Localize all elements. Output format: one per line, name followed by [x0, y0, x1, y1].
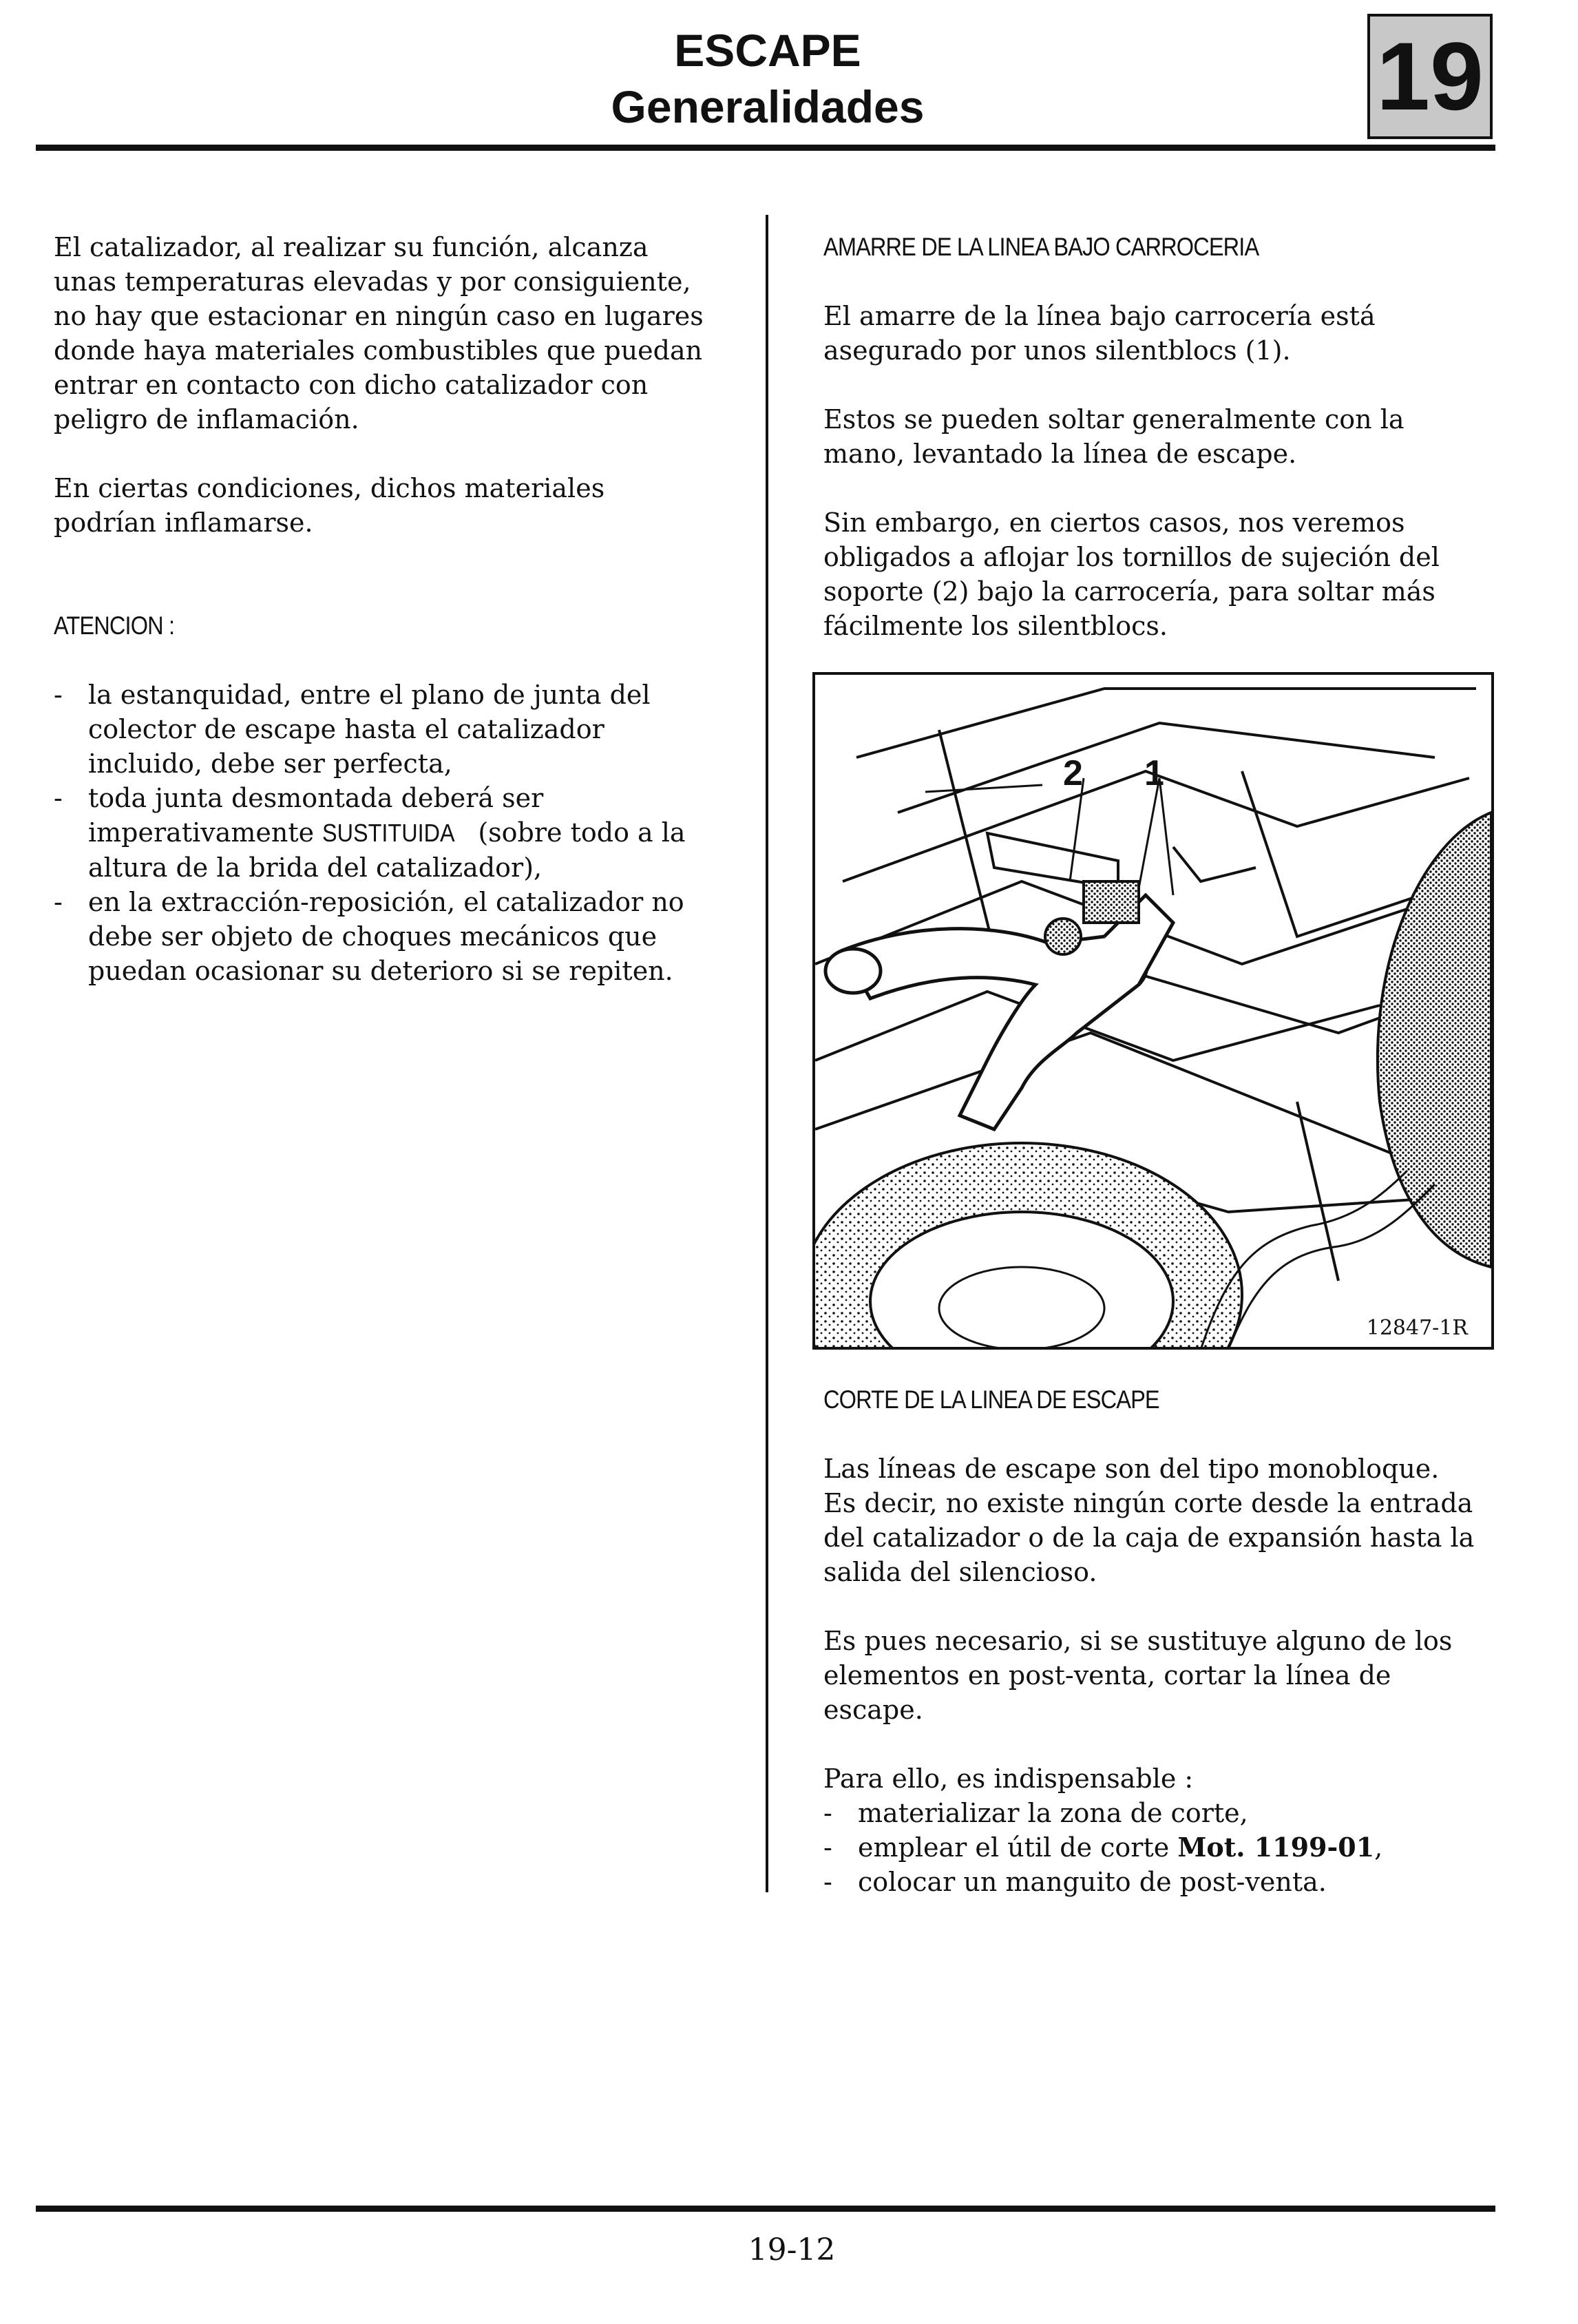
chapter-number-box: 19	[1367, 14, 1493, 139]
conditions-paragraph: En ciertas condiciones, dichos materiales podrían inflamarse.	[54, 473, 605, 538]
spare-wheel	[815, 1143, 1242, 1347]
cutting-step: - materializar la zona de corte,	[823, 1798, 1248, 1828]
mounting-paragraph-2: Estos se pueden soltar generalmente con la mano, levantado la línea de escape.	[823, 404, 1405, 469]
header-rule	[36, 145, 1495, 151]
exhaust-mounting-illustration	[812, 672, 1494, 1350]
cutting-step: - emplear el útil de corte Mot. 1199-01,	[823, 1832, 1383, 1863]
emphasis-word: SUSTITUIDA	[322, 819, 455, 847]
mounting-paragraph-1: El amarre de la línea bajo carrocería está asegurado por unos silentblocs (1).	[823, 301, 1376, 366]
right-column-top	[823, 230, 1477, 643]
cutting-paragraph-2: Es pues necesario, si se sustituye alguno de los elementos en post-venta, cortar la línea de escape.	[823, 1626, 1453, 1725]
section-heading-mounting: AMARRE DE LA LINEA BAJO CARROCERIA	[823, 233, 1259, 261]
column-divider	[766, 215, 768, 1892]
page-number: 19-12	[748, 2232, 836, 2268]
figure-reference-code: 12847-1R	[1364, 1316, 1471, 1340]
mounting-paragraph-3: Sin embargo, en ciertos casos, nos veremos obligados a aflojar los tornillos de sujeción del soporte (2) bajo la carrocería, para soltar más fácilmente los silentblocs.	[823, 507, 1440, 641]
warning-item: - toda junta desmontada deberá ser imperativamente SUSTITUIDA (sobre todo a la altura de la brida del catalizador),	[54, 783, 686, 883]
warning-list	[54, 678, 708, 988]
rear-tyre	[1378, 813, 1491, 1267]
warning-item: - en la extracción-reposición, el catalizador no debe ser objeto de choques mecánicos que puedan ocasionar su deterioro si se repiten.	[54, 887, 684, 986]
section-heading-cutting: CORTE DE LA LINEA DE ESCAPE	[823, 1385, 1159, 1414]
exhaust-pipe	[825, 895, 1173, 1129]
intro-paragraph: El catalizador, al realizar su función, alcanza unas temperaturas elevadas y por consiguiente, no hay que estacionar en ningún caso en lugares donde haya materiales combustibles que puedan entrar en contacto con dicho catalizador con peligro de inflamación.	[54, 232, 704, 435]
callout-1-label: 1	[1144, 753, 1164, 793]
cutting-intro: Para ello, es indispensable :	[823, 1763, 1194, 1794]
page-title	[551, 22, 985, 135]
cutting-paragraph-1: Las líneas de escape son del tipo monobloque. Es decir, no existe ningún corte desde la entrada del catalizador o de la caja de expansión hasta la salida del silencioso.	[823, 1454, 1475, 1587]
right-column-bottom	[823, 1383, 1477, 1899]
callout-2-label: 2	[1063, 753, 1083, 793]
warning-heading: ATENCION :	[54, 611, 175, 640]
footer-rule	[36, 2206, 1495, 2212]
tool-reference: Mot. 1199-01	[1177, 1832, 1375, 1863]
cutting-steps-list	[823, 1796, 1477, 1899]
warning-item: - la estanquidad, entre el plano de junta del colector de escape hasta el catalizador incluido, debe ser perfecta,	[54, 680, 651, 779]
cutting-step: - colocar un manguito de post-venta.	[823, 1867, 1327, 1897]
title-line-2: Generalidades	[611, 81, 925, 132]
left-column	[54, 230, 708, 988]
title-line-1: ESCAPE	[674, 25, 861, 76]
